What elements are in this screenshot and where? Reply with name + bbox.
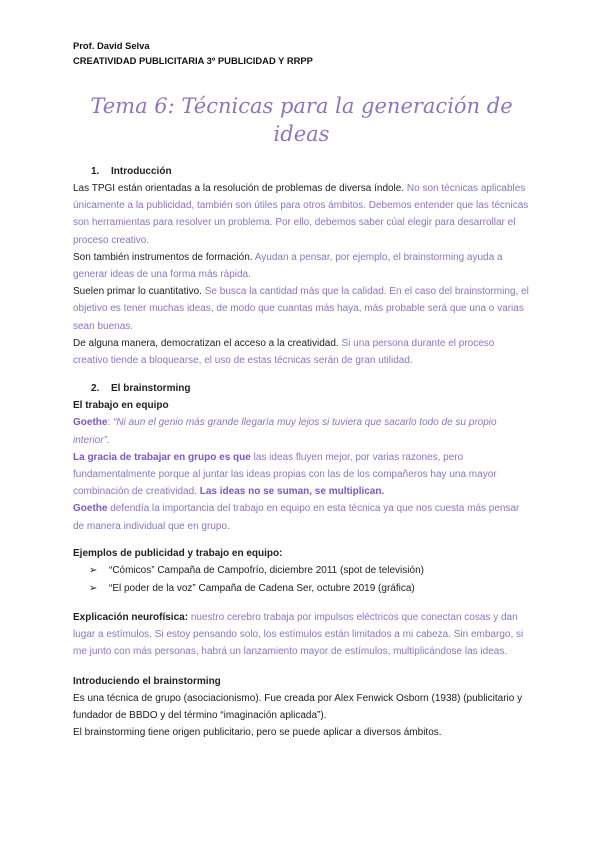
text-black: De alguna manera, democratizan el acceso a la creatividad. [73,337,339,349]
section-title: El brainstorming [111,383,191,395]
gracia-bold: La gracia de trabajar en grupo es que [73,451,251,463]
paragraph-goethe-quote [73,414,530,448]
list-item [89,580,530,598]
goethe-text: defendía la importancia del trabajo en equipo en esta técnica ya que nos cuesta más pensar de manera individual que en grupo. [73,503,520,532]
text-purple: Si una persona durante el proceso creativo tiende a bloquearse, el uso de estas técnicas serán de gran utilidad. [73,337,495,367]
text-black: Son también instrumentos de formación. [73,251,253,263]
text-black: Las TPGI están orientadas a la resolución de problemas de diversa índole. [73,183,405,194]
paragraph-formacion [73,249,530,283]
colon: : [107,417,114,429]
list-item-text: “Cómicos” Campaña de Campofrío, diciembre 2011 (spot de televisión) [109,565,424,577]
text-black: Suelen primar lo cuantitativo. [73,286,202,298]
paragraph-origen: El brainstorming tiene origen publicitario, pero se puede aplicar a diversos ámbitos. [73,727,442,739]
neuro-text: nuestro cerebro trabaja por impulsos eléctricos que conectan cosas y dan lugar a estímulos. Si estoy pensando solo, los estímulos están limitados a mi cabeza. Sin embargo, si me junto con más personas, habrá un lanzamiento mayor de estímulos, multiplicándose las ideas. [73,612,524,658]
text-purple: No son técnicas aplicables únicamente a la publicidad, también son útiles para otros ámbitos. Debemos entender que las técnicas son herramientas para resolver un problema. Por ello, debemos saber cúal elegir para desarrollar el proceso creativo. [73,183,529,246]
course-header: CREATIVIDAD PUBLICITARIA 3º PUBLICIDAD Y RRPP [73,55,313,66]
neuro-label: Explicación neurofísica: [73,612,189,624]
gracia-text: las ideas fluyen mejor, por varias razones, pero fundamentalmente porque al juntar las ideas propias con las de los compañeros hay una mayor combinación de creatividad. [73,451,497,498]
section-heading-introduccion [91,164,530,180]
paragraph-democratizan [73,335,530,369]
paragraph-tpgi [73,180,530,249]
gracia-bold-2: Las ideas no se suman, se multiplican. [196,486,385,498]
author-header: Prof. David Selva [73,40,150,51]
page-title: Tema 6: Técnicas para la generación de ideas [90,94,513,146]
paragraph-osborn: Es una técnica de grupo (asociacionismo). Fue creada por Alex Fenwick Osborn (1938) (publicitario y fundador de BBDO y del término “imaginación aplicada”). [73,692,523,722]
paragraph-neurofisica [73,609,530,661]
goethe-quote: “Ni aun el genio más grande llegaría muy lejos si tuviera que sacarlo todo de su propio interior”. [73,417,497,446]
text-purple: Ayudan a pensar, por ejemplo, el brainstorming ayuda a generar ideas de una forma más rápida. [73,251,503,281]
arrow-bullet-icon: ➢ [89,565,98,577]
section-number: 2. [91,383,100,395]
section-title: Introducción [111,166,172,177]
paragraph-cuantitativo [73,283,530,335]
examples-heading: Ejemplos de publicidad y trabajo en equipo: [73,547,283,559]
text-purple: Se busca la cantidad más que la calidad. En el caso del brainstorming, el objetivo es tener muchas ideas, de modo que cuantas más haya, más probable será que una o varias sean buenas. [73,286,529,332]
intro-brainstorming-heading: Introduciendo el brainstorming [73,675,221,687]
paragraph-gracia [73,449,530,501]
paragraph-goethe-defendia [73,500,530,534]
list-item [89,562,530,580]
arrow-bullet-icon: ➢ [89,582,98,594]
subheading-trabajo-equipo: El trabajo en equipo [73,400,169,412]
goethe-name: Goethe [73,503,108,515]
section-number: 1. [91,166,100,177]
goethe-name: Goethe [73,417,108,429]
list-item-text: “El poder de la voz” Campaña de Cadena Ser, octubre 2019 (gráfica) [109,582,415,594]
section-heading-brainstorming [91,381,530,397]
